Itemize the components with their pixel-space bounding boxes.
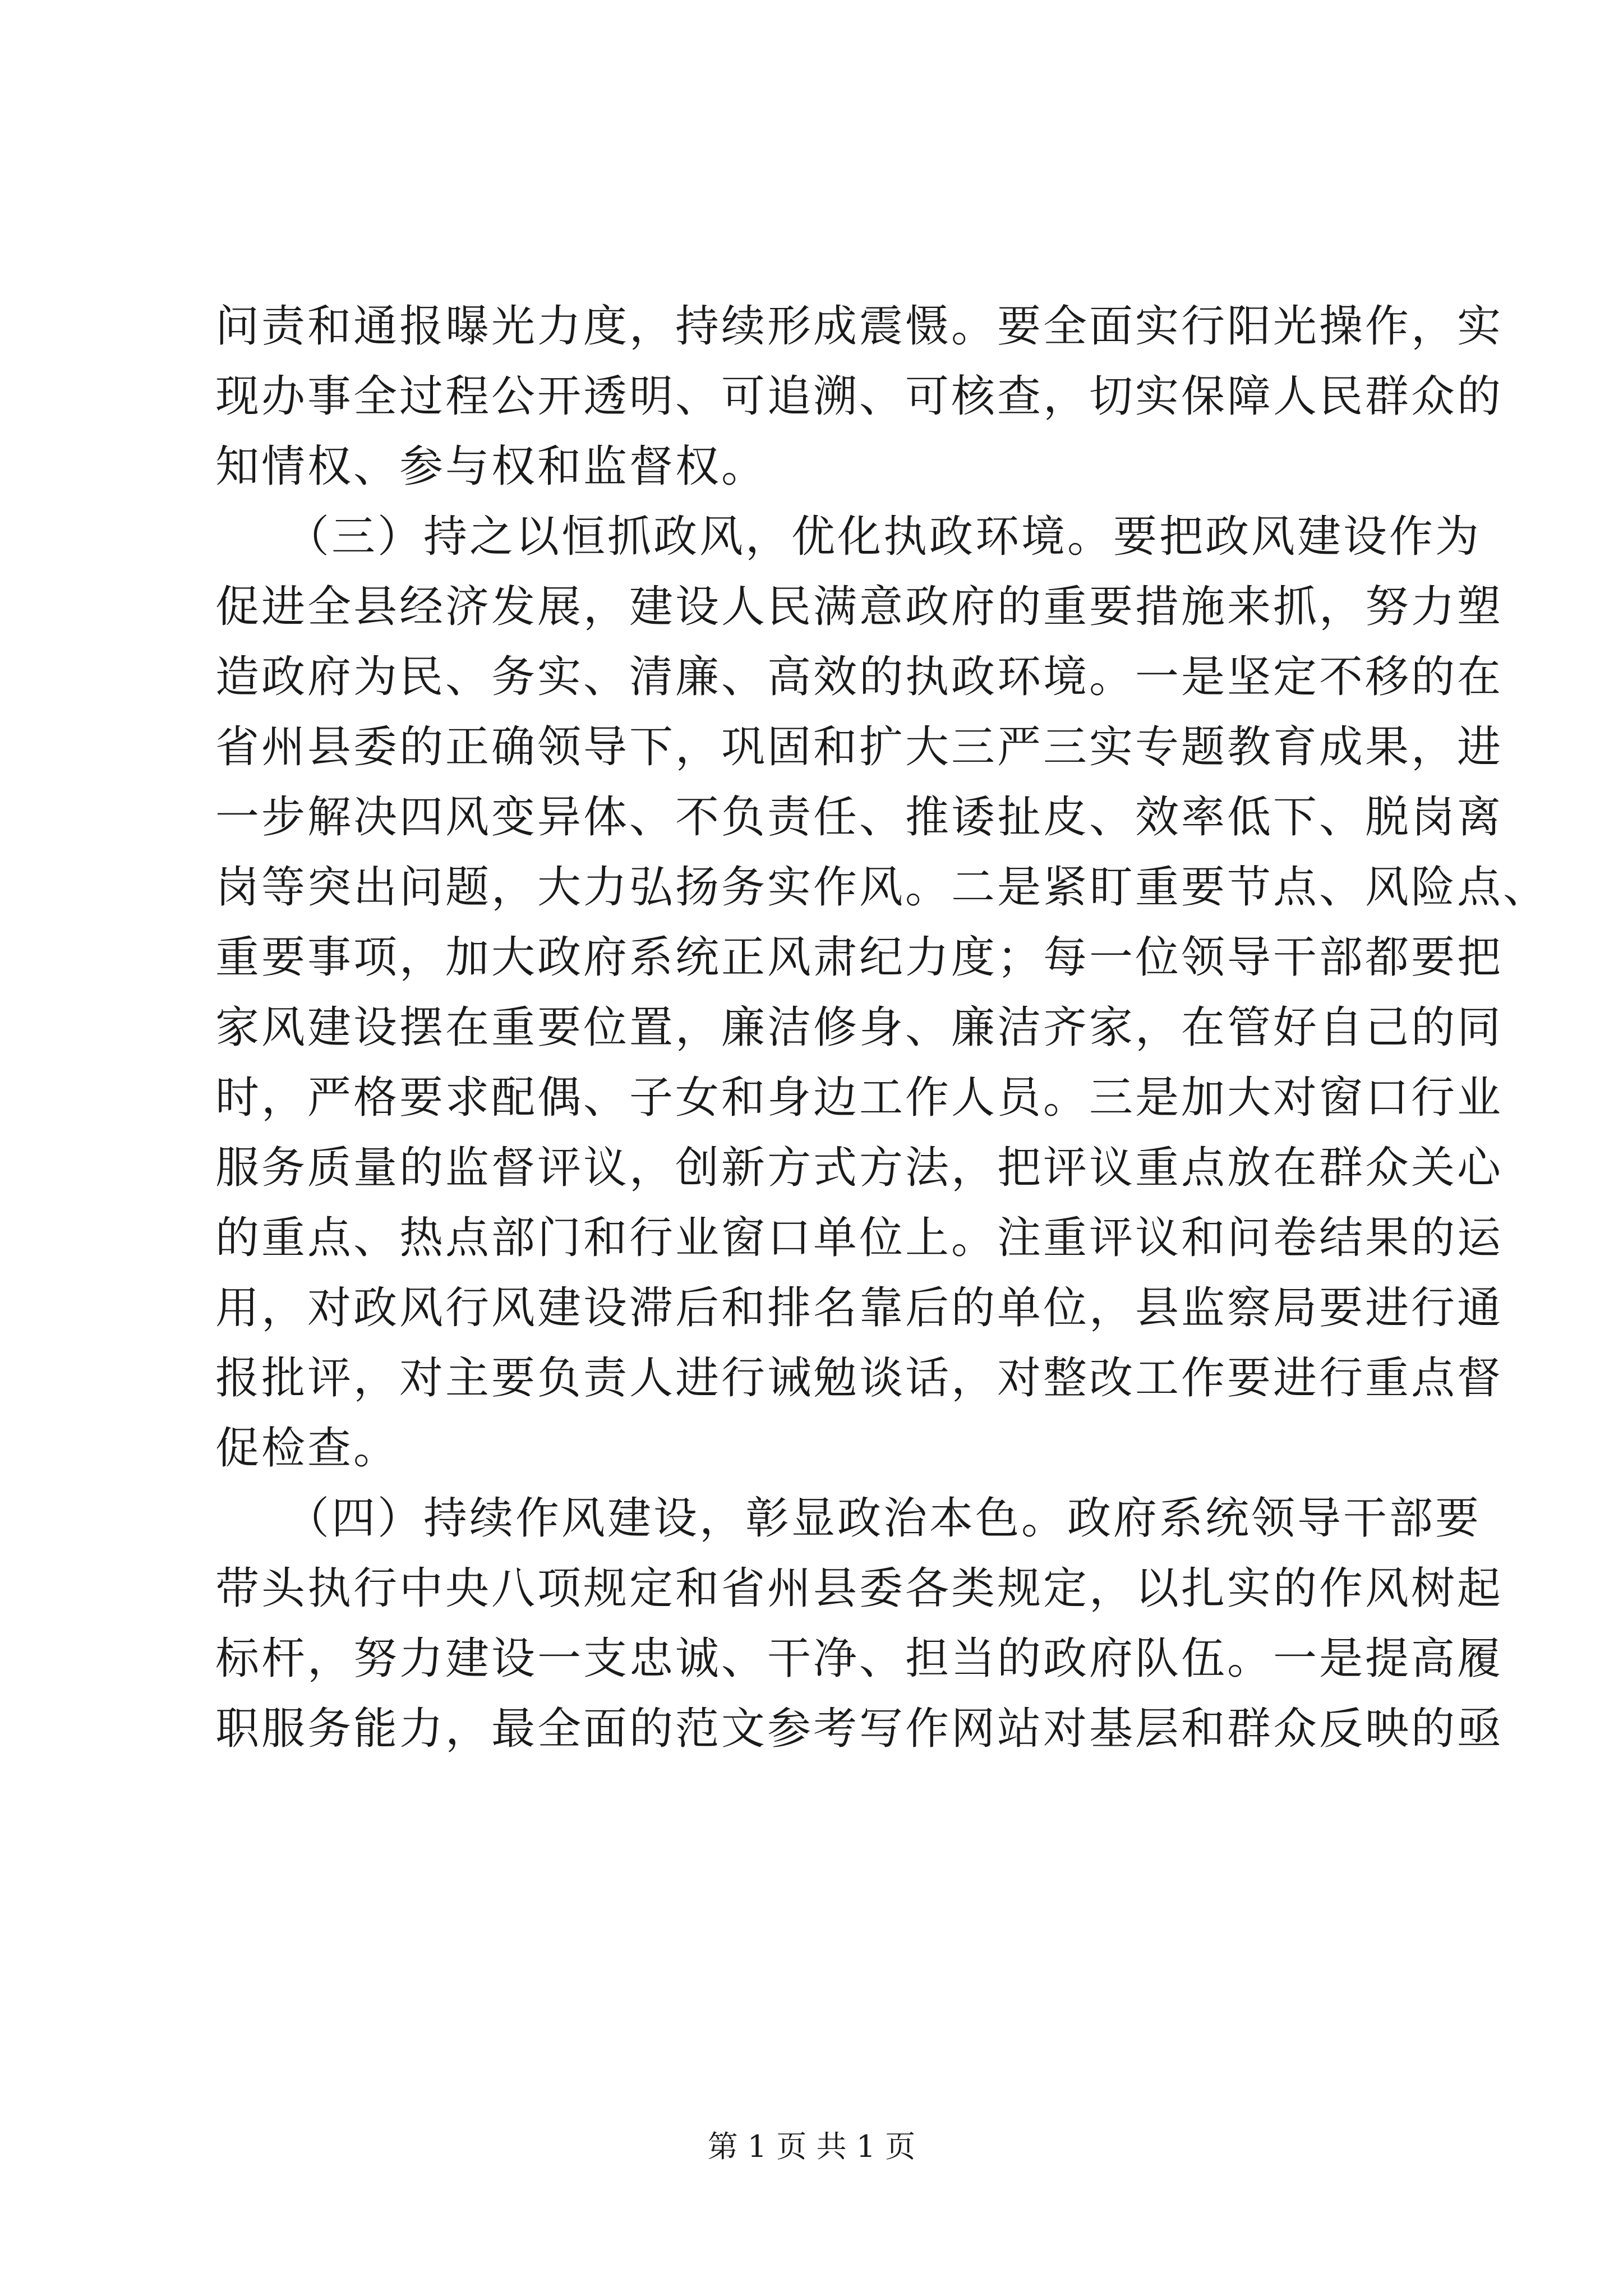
text-line: 职服务能力，最全面的范文参考写作网站对基层和群众反映的亟 xyxy=(215,1704,1504,1754)
text-line: 服务质量的监督评议，创新方式方法，把评议重点放在群众关心 xyxy=(215,1143,1504,1193)
text-line: 一步解决四风变异体、不负责任、推诿扯皮、效率低下、脱岗离 xyxy=(215,792,1504,843)
document-body xyxy=(215,292,1550,1764)
text-line: 标杆，努力建设一支忠诚、干净、担当的政府队伍。一是提高履 xyxy=(215,1634,1504,1684)
text-line: 重要事项，加大政府系统正风肃纪力度；每一位领导干部都要把 xyxy=(215,932,1504,983)
text-line: （三）持之以恒抓政风，优化执政环境。要把政风建设作为 xyxy=(215,512,1482,562)
text-line: 省州县委的正确领导下，巩固和扩大三严三实专题教育成果，进 xyxy=(215,722,1504,772)
text-line: 岗等突出问题，大力弘扬务实作风。二是紧盯重要节点、风险点、 xyxy=(215,862,1550,913)
text-line: 时，严格要求配偶、子女和身边工作人员。三是加大对窗口行业 xyxy=(215,1073,1504,1123)
text-line: 问责和通报曝光力度，持续形成震慑。要全面实行阳光操作，实 xyxy=(215,301,1504,352)
text-line: 用，对政风行风建设滞后和排名靠后的单位，县监察局要进行通 xyxy=(215,1283,1504,1333)
text-line: 现办事全过程公开透明、可追溯、可核查，切实保障人民群众的 xyxy=(215,371,1504,422)
text-line: 家风建设摆在重要位置，廉洁修身、廉洁齐家，在管好自己的同 xyxy=(215,1002,1504,1053)
text-line: 的重点、热点部门和行业窗口单位上。注重评议和问卷结果的运 xyxy=(215,1213,1504,1263)
text-line: 造政府为民、务实、清廉、高效的执政环境。一是坚定不移的在 xyxy=(215,652,1504,702)
page-footer: 第 1 页 共 1 页 xyxy=(707,2129,916,2164)
text-line: 促进全县经济发展，建设人民满意政府的重要措施来抓，努力塑 xyxy=(215,582,1504,632)
text-line: 知情权、参与权和监督权。 xyxy=(215,441,768,492)
text-line: （四）持续作风建设，彰显政治本色。政府系统领导干部要 xyxy=(215,1493,1482,1544)
text-line: 报批评，对主要负责人进行诫勉谈话，对整改工作要进行重点督 xyxy=(215,1353,1504,1404)
text-line: 促检查。 xyxy=(215,1423,400,1474)
text-line: 带头执行中央八项规定和省州县委各类规定，以扎实的作风树起 xyxy=(215,1563,1504,1614)
